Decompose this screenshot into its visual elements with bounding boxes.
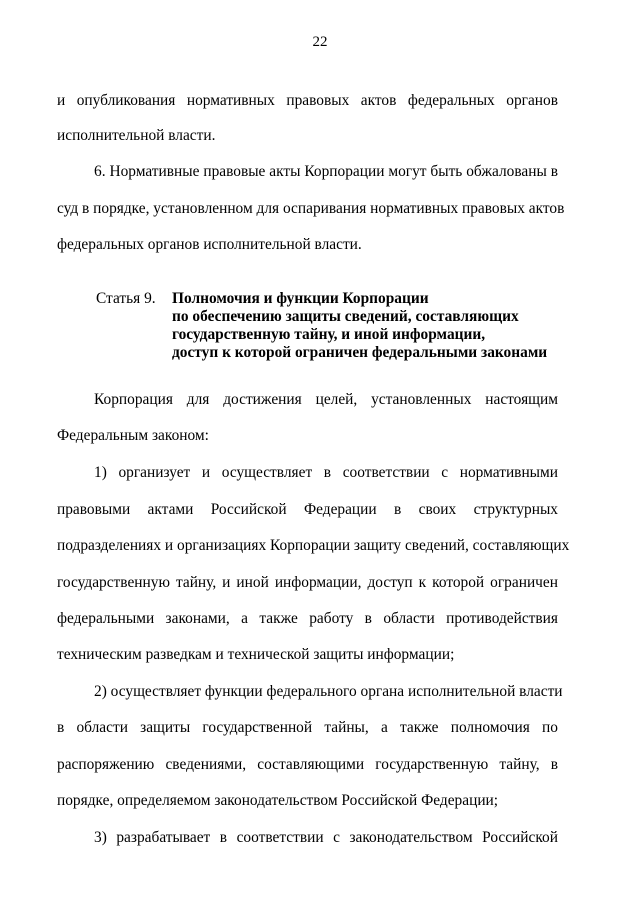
paragraph-line: техническим разведкам и технической защиты информации; — [57, 646, 455, 663]
paragraph-line: правовыми актами Российской Федерации в своих структурных — [57, 501, 558, 518]
paragraph-line: распоряжению сведениями, составляющими государственную тайну, в — [57, 756, 558, 773]
page-number: 22 — [312, 34, 328, 50]
paragraph-line: государственную тайну, и иной информации, доступ к которой ограничен — [57, 574, 558, 591]
paragraph-line: федеральными законами, а также работу в области противодействия — [57, 610, 558, 627]
paragraph-line: 1) организует и осуществляет в соответствии с нормативными — [94, 464, 558, 481]
paragraph-line: Корпорация для достижения целей, установленных настоящим — [94, 391, 558, 408]
article-label: Статья 9. — [96, 290, 156, 307]
article-title-line: государственную тайну, и иной информации, — [172, 326, 486, 343]
paragraph-line: федеральных органов исполнительной власти. — [57, 236, 362, 253]
paragraph-line: 2) осуществляет функции федерального органа исполнительной власти — [94, 683, 563, 700]
paragraph-line: Федеральным законом: — [57, 427, 209, 444]
paragraph-line: 6. Нормативные правовые акты Корпорации могут быть обжалованы в — [94, 163, 558, 180]
article-title-line: доступ к которой ограничен федеральными законами — [172, 344, 548, 361]
paragraph-line: 3) разрабатывает в соответствии с законодательством Российской — [94, 829, 558, 846]
paragraph-line: исполнительной власти. — [57, 127, 216, 144]
paragraph-line: суд в порядке, установленном для оспаривания нормативных правовых актов — [57, 200, 565, 217]
paragraph-line: порядке, определяемом законодательством Российской Федерации; — [57, 792, 499, 809]
paragraph-line: подразделениях и организациях Корпорации защиту сведений, составляющих — [57, 537, 570, 554]
article-title-line: по обеспечению защиты сведений, составляющих — [172, 308, 519, 325]
article-title-line: Полномочия и функции Корпорации — [172, 290, 429, 307]
paragraph-line: в области защиты государственной тайны, а также полномочия по — [57, 719, 558, 736]
paragraph-line: и опубликования нормативных правовых актов федеральных органов — [57, 92, 558, 109]
